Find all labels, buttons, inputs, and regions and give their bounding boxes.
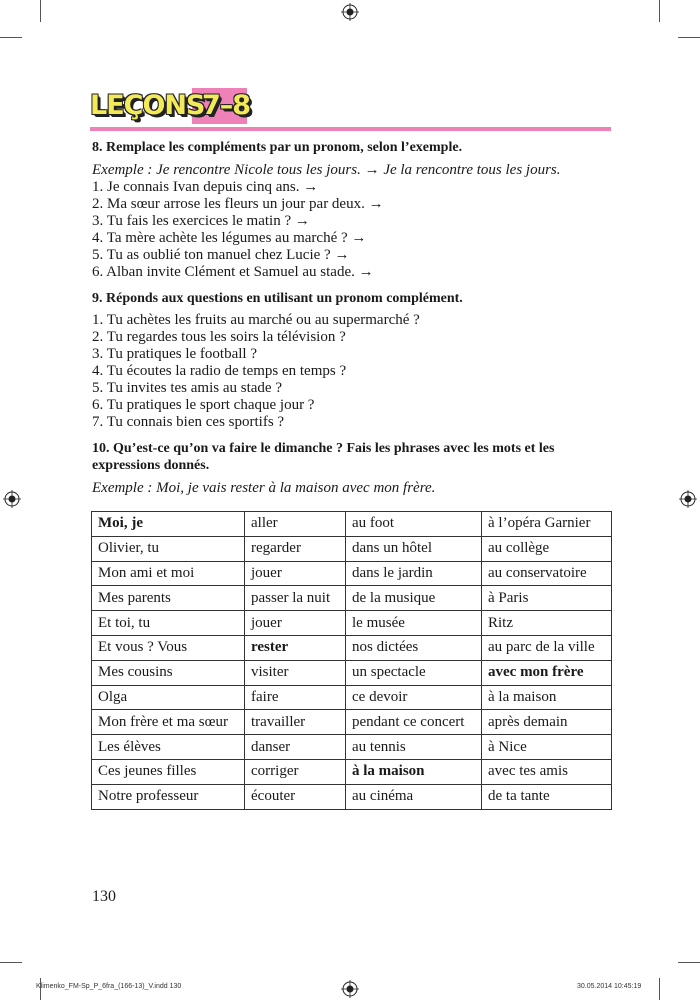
- table-cell: Olga: [92, 685, 245, 710]
- table-cell: à la maison: [346, 759, 482, 784]
- table-cell: aller: [245, 512, 346, 537]
- table-cell: corriger: [245, 759, 346, 784]
- table-cell: jouer: [245, 561, 346, 586]
- table-cell: Ritz: [482, 611, 612, 636]
- exercise-8-example: Exemple : Je rencontre Nicole tous les jours. → Je la rencontre tous les jours.: [92, 162, 561, 178]
- exercise-9-items: [92, 312, 612, 431]
- table-row: [92, 735, 612, 760]
- table-cell: au cinéma: [346, 784, 482, 809]
- crop-mark: [0, 37, 22, 38]
- exercise-item: 5. Tu invites tes amis au stade ?: [92, 380, 282, 396]
- exercise-item: 5. Tu as oublié ton manuel chez Lucie ? →: [92, 247, 350, 263]
- table-cell: ce devoir: [346, 685, 482, 710]
- table-cell: de la musique: [346, 586, 482, 611]
- table-cell: Olivier, tu: [92, 536, 245, 561]
- table-cell: rester: [245, 635, 346, 660]
- table-cell: passer la nuit: [245, 586, 346, 611]
- lesson-header: [90, 88, 610, 132]
- registration-mark-icon: [3, 490, 21, 508]
- registration-mark-icon: [341, 980, 359, 998]
- table-cell: de ta tante: [482, 784, 612, 809]
- table-cell: faire: [245, 685, 346, 710]
- exercise-item: 3. Tu pratiques le football ?: [92, 346, 257, 362]
- table-cell: jouer: [245, 611, 346, 636]
- table-cell: regarder: [245, 536, 346, 561]
- table-cell: au collège: [482, 536, 612, 561]
- exercise-10: [92, 440, 612, 497]
- table-row: [92, 685, 612, 710]
- table-cell: Mon ami et moi: [92, 561, 245, 586]
- table-cell: un spectacle: [346, 660, 482, 685]
- table-cell: Et toi, tu: [92, 611, 245, 636]
- exercise-8-items: [92, 179, 612, 281]
- exercise-item: 1. Je connais Ivan depuis cinq ans. →: [92, 179, 319, 195]
- lessons-range: 7–8: [202, 90, 251, 121]
- table-cell: nos dictées: [346, 635, 482, 660]
- table-cell: Les élèves: [92, 735, 245, 760]
- table-cell: Mon frère et ma sœur: [92, 710, 245, 735]
- table-cell: au conservatoire: [482, 561, 612, 586]
- table-row: [92, 536, 612, 561]
- exercise-item: 3. Tu fais les exercices le matin ? →: [92, 213, 310, 229]
- table-cell: au tennis: [346, 735, 482, 760]
- table-cell: danser: [245, 735, 346, 760]
- page-number: 130: [92, 888, 116, 905]
- crop-mark: [678, 962, 700, 963]
- table-cell: avec mon frère: [482, 660, 612, 685]
- exercise-8: [92, 139, 612, 281]
- table-cell: au foot: [346, 512, 482, 537]
- exercise-8-title: 8. Remplace les compléments par un pronom, selon l’exemple.: [92, 140, 463, 155]
- lessons-heading: LEÇONS: [90, 90, 205, 121]
- table-row: [92, 660, 612, 685]
- table-row: [92, 710, 612, 735]
- table-cell: Mes parents: [92, 586, 245, 611]
- table-row: [92, 586, 612, 611]
- table-cell: après demain: [482, 710, 612, 735]
- crop-mark: [678, 37, 700, 38]
- exercise-10-title: 10. Qu’est-ce qu’on va faire le dimanche ? Fais les phrases avec les mots et les expressions donnés.: [92, 441, 555, 473]
- crop-mark: [659, 0, 660, 22]
- exercise-9-title: 9. Réponds aux questions en utilisant un pronom complément.: [92, 291, 463, 306]
- print-slug-date: 30.05.2014 10:45:19: [577, 983, 642, 990]
- word-table-wrapper: [91, 511, 612, 810]
- table-cell: travailler: [245, 710, 346, 735]
- header-divider: [90, 127, 611, 131]
- exercise-item: 1. Tu achètes les fruits au marché ou au supermarché ?: [92, 312, 420, 328]
- table-cell: pendant ce concert: [346, 710, 482, 735]
- exercise-9: [92, 290, 612, 431]
- crop-mark: [0, 962, 22, 963]
- table-cell: à Paris: [482, 586, 612, 611]
- table-cell: Notre professeur: [92, 784, 245, 809]
- table-cell: Ces jeunes filles: [92, 759, 245, 784]
- table-cell: à l’opéra Garnier: [482, 512, 612, 537]
- exercise-item: 6. Tu pratiques le sport chaque jour ?: [92, 397, 315, 413]
- exercise-item: 7. Tu connais bien ces sportifs ?: [92, 414, 285, 430]
- table-cell: écouter: [245, 784, 346, 809]
- table-cell: au parc de la ville: [482, 635, 612, 660]
- registration-mark-icon: [341, 3, 359, 21]
- table-cell: Et vous ? Vous: [92, 635, 245, 660]
- table-cell: Mes cousins: [92, 660, 245, 685]
- exercise-item: 2. Tu regardes tous les soirs la télévision ?: [92, 329, 346, 345]
- exercises: [92, 139, 612, 497]
- crop-mark: [40, 0, 41, 22]
- table-row: [92, 784, 612, 809]
- table-row: [92, 561, 612, 586]
- word-table: [91, 511, 612, 810]
- table-cell: dans le jardin: [346, 561, 482, 586]
- table-cell: avec tes amis: [482, 759, 612, 784]
- registration-mark-icon: [679, 490, 697, 508]
- table-cell: dans un hôtel: [346, 536, 482, 561]
- table-row: [92, 512, 612, 537]
- exercise-item: 4. Ta mère achète les légumes au marché ? →: [92, 230, 367, 246]
- crop-mark: [659, 978, 660, 1000]
- exercise-item: 2. Ma sœur arrose les fleurs un jour par deux. →: [92, 196, 384, 212]
- table-row: [92, 611, 612, 636]
- exercise-10-example: Exemple : Moi, je vais rester à la maison avec mon frère.: [92, 480, 436, 496]
- table-cell: le musée: [346, 611, 482, 636]
- table-row: [92, 759, 612, 784]
- table-cell: Moi, je: [92, 512, 245, 537]
- exercise-item: 6. Alban invite Clément et Samuel au stade. →: [92, 264, 374, 280]
- table-cell: à Nice: [482, 735, 612, 760]
- exercise-item: 4. Tu écoutes la radio de temps en temps ?: [92, 363, 347, 379]
- table-row: [92, 635, 612, 660]
- table-cell: à la maison: [482, 685, 612, 710]
- table-cell: visiter: [245, 660, 346, 685]
- print-slug-file: Klimenko_FM-Sp_P_6fra_(166-13)_V.indd 130: [36, 983, 182, 990]
